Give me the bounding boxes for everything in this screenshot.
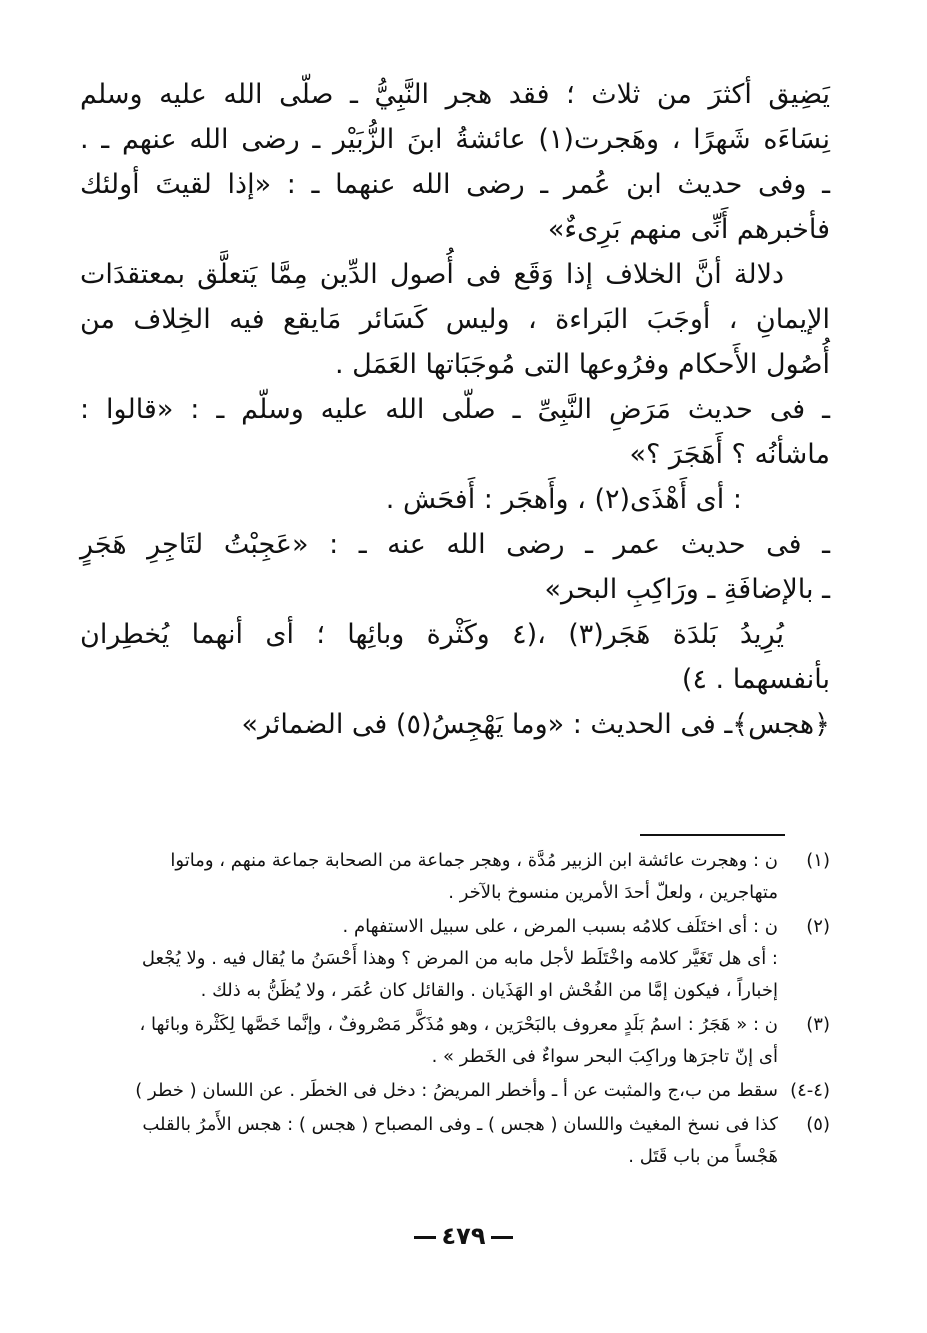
footnote-number: (٥): [806, 1114, 830, 1135]
footnote-number: (١): [806, 850, 830, 871]
footnote-line: كذا فى نسخ المغيث واللسان ( هجس ) ـ وفى المصباح ( هجس ) : هجس الأَمرُ بالقلب: [142, 1114, 778, 1135]
footnote-number: (٢): [806, 916, 830, 937]
text-line: بأنفسهما . ٤): [681, 664, 830, 695]
text-line: الإيمانِ ، أوجَبَ البَراءة ، وليس كَسَائر مَايقع فيه الخِلاف من: [80, 304, 830, 335]
footnote-line: إخباراً ، فيكون إمَّا من الفُحْش او الهَذَيان . والقائل كان عُمَر ، ولا يُظَنُّ به ذلك .: [200, 980, 778, 1001]
footnote: [80, 1075, 830, 1107]
text-line: فأخبرهم أَنِّى منهم بَرِىءٌ»: [547, 214, 830, 245]
entry-heading-line: ﴿هجس﴾ـ فى الحديث : «وما يَهْجِسُ(٥) فى الضمائر»: [241, 709, 830, 740]
text-line: دلالة أنَّ الخلاف إذا وَقَع فى أُصول الدِّين مِمَّا يَتعلَّق بمعتقدَات: [80, 259, 784, 290]
footnote-line: أى إنّ تاجرَها وراكِبَ البحر سواءٌ فى الخَطر » .: [431, 1046, 778, 1067]
footnote-separator: [640, 834, 785, 836]
text-line: نِسَاءَه شَهرًا ، وهَجرت(١) عائشةُ ابنَ الزُّبَيْر ـ رضى الله عنهم ـ .: [80, 124, 830, 155]
footnote: [80, 911, 830, 1007]
text-line: ـ بالإضافَةِ ـ ورَاكِبِ البحر»: [544, 574, 830, 605]
footnote-line: : أى هل تَغَيَّر كلامه واخْتَلَط لأجل مابه من المرض ؟ وهذا أَحْسَنُ ما يُقال فيه . ولا يُجْعل: [141, 948, 778, 969]
text-line: أُصُول الأَحكام وفرُوعها التى مُوجَبَاتها العَمَل .: [334, 349, 830, 380]
page-number-dash: [491, 1236, 513, 1239]
footnote: [80, 845, 830, 909]
footnote: [80, 1009, 830, 1073]
footnote-number: (٣): [806, 1014, 830, 1035]
text-line: : أى أَهْذَى(٢) ، وأَهجَر : أَفحَش .: [385, 484, 742, 515]
text-line: ـ وفى حديث ابن عُمر ـ رضى الله عنهما ـ : «إذا لقيتَ أولئك: [80, 169, 830, 200]
footnote-line: هَجْساً من باب قَتَل .: [628, 1146, 778, 1167]
footnote-line: سقط من ب،ج والمثبت عن أ ـ وأخطر المريضُ : دخل فى الخطَر . عن اللسان ( خطر ): [135, 1080, 778, 1101]
page-number-text: ٤٧٩: [441, 1222, 486, 1250]
text-line: ماشأنُه ؟ أَهَجَرَ ؟»: [629, 439, 830, 470]
footnote-body: [80, 845, 778, 909]
page-number: [0, 1222, 927, 1250]
footnote-body: [80, 1075, 778, 1107]
text-line: ـ فى حديث مَرَضِ النَّبِىِّ ـ صلّى الله عليه وسلّم ـ : «قالوا :: [80, 394, 830, 425]
footnote-line: متهاجرين ، ولعلّ أحدَ الأمرين منسوخ بالآخر .: [448, 882, 778, 903]
text-line: ـ فى حديث عمر ـ رضى الله عنه ـ : «عَجِبْتُ لتَاجِرِ هَجَرٍ: [80, 529, 830, 560]
footnote-body: [80, 1009, 778, 1073]
footnote-body: [80, 1109, 778, 1173]
footnote-line: ن : « هَجَرُ : اسمُ بَلَدٍ معروف بالبَحْرَين ، وهو مُذَكَّر مَصْروفٌ ، وإنَّما خَصَّها لِكَثْرة وبائها ،: [139, 1014, 778, 1035]
text-line: يُرِيدُ بَلدَة هَجَر(٣) ،(٤ وكَثْرة وبائِها ؛ أى أنهما يُخطِران: [80, 619, 784, 650]
footnote-line: ن : أى اختَلَف كلامُه بسبب المرض ، على سبيل الاستفهام .: [342, 916, 778, 937]
footnotes: [80, 845, 830, 1175]
footnote-body: [80, 911, 778, 1007]
main-text: [80, 72, 830, 747]
page-number-dash: [414, 1236, 436, 1239]
footnote-number: (٤-٤): [790, 1080, 830, 1101]
text-line: يَضِيق أكثرَ من ثلاث ؛ فقد هجر النَّبِيُّ ـ صلّى الله عليه وسلم: [80, 79, 830, 110]
footnote-line: ن : وهجرت عائشة ابن الزبير مُدَّة ، وهجر جماعة من الصحابة جماعة منهم ، وماتوا: [170, 850, 778, 871]
footnote: [80, 1109, 830, 1173]
